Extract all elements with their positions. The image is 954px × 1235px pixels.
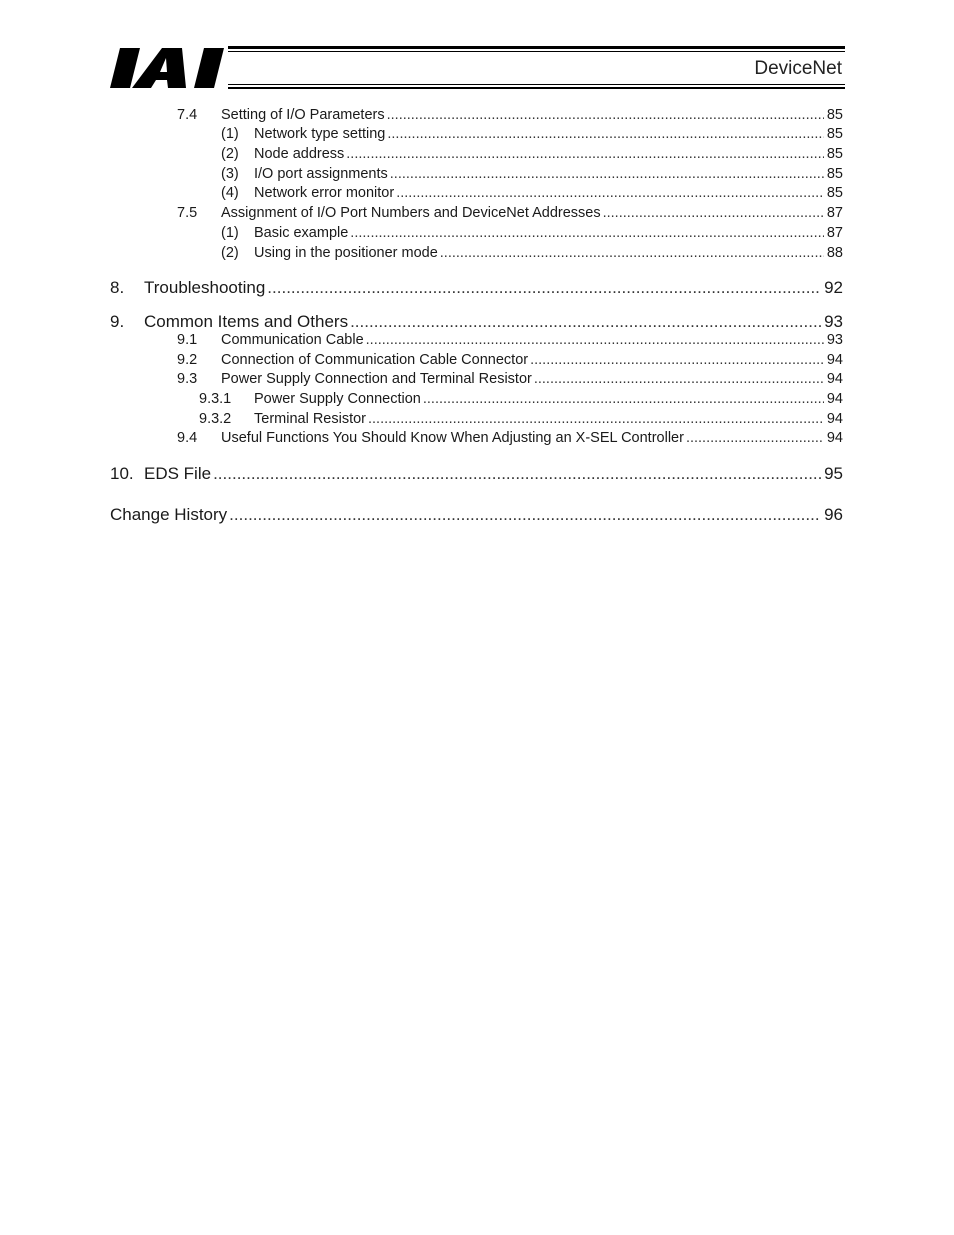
toc-entry-title: Connection of Communication Cable Connector (221, 352, 529, 368)
toc-entry-page: 93 (826, 332, 843, 348)
toc-entry-title: Network type setting (254, 126, 386, 142)
toc-entry-page: 94 (826, 411, 843, 427)
toc-entry-number: 9.4 (177, 430, 198, 446)
toc-entry[interactable] (177, 352, 843, 368)
toc-entry[interactable] (221, 166, 843, 182)
toc-leader-dots (350, 312, 821, 332)
header-rule-top (228, 46, 845, 49)
toc-entry-page: 93 (824, 312, 843, 331)
toc-entry-number: 9.1 (177, 332, 198, 348)
iai-logo (110, 44, 228, 92)
header-title: DeviceNet (754, 58, 842, 79)
toc-entry-page: 94 (826, 391, 843, 407)
toc-entry[interactable] (221, 146, 843, 162)
toc-entry-number: (1) (221, 126, 239, 142)
toc-entry-number: 10. (110, 464, 134, 483)
toc-leader-dots (267, 278, 821, 298)
toc-leader-dots (346, 146, 824, 162)
toc-entry-number: 8. (110, 278, 125, 297)
toc-entry-title: Useful Functions You Should Know When Adjusting an X-SEL Controller (221, 430, 684, 446)
toc-entry[interactable] (221, 126, 843, 142)
toc-entry-page: 94 (826, 352, 843, 368)
toc-leader-dots (350, 225, 824, 241)
toc-entry-number: (3) (221, 166, 239, 182)
toc-leader-dots (213, 464, 821, 484)
toc-entry-page: 94 (826, 430, 843, 446)
toc-entry-title: Change History (110, 505, 228, 524)
toc-entry[interactable] (177, 430, 843, 446)
toc-entry-title: Using in the positioner mode (254, 245, 438, 261)
toc-entry-number: 9. (110, 312, 125, 331)
toc-leader-dots (390, 166, 824, 182)
toc-entry-page: 88 (826, 245, 843, 261)
toc-entry-number: 9.3.1 (199, 391, 232, 407)
toc-entry-title: Network error monitor (254, 185, 395, 201)
toc-leader-dots (603, 205, 824, 221)
toc-entry-title: Power Supply Connection and Terminal Resistor (221, 371, 532, 387)
toc-entry-title: EDS File (144, 464, 212, 483)
toc-entry-title: Setting of I/O Parameters (221, 107, 385, 123)
toc-entry[interactable] (177, 371, 843, 387)
toc-entry[interactable] (177, 332, 843, 348)
toc-entry-number: 9.2 (177, 352, 198, 368)
toc-entry[interactable] (221, 245, 843, 261)
toc-entry-title: Terminal Resistor (254, 411, 366, 427)
toc-entry-number: 9.3 (177, 371, 198, 387)
toc-entry-page: 95 (824, 464, 843, 483)
toc-leader-dots (423, 391, 824, 407)
toc-entry[interactable] (110, 278, 843, 298)
toc-entry-title: Assignment of I/O Port Numbers and DeviceNet Addresses (221, 205, 601, 221)
toc-entry-number: (4) (221, 185, 239, 201)
toc-entry[interactable] (110, 505, 843, 525)
header-rule-top-thin (228, 51, 845, 52)
toc-entry-title: Node address (254, 146, 345, 162)
toc-leader-dots (368, 411, 824, 427)
toc-entry[interactable] (199, 411, 843, 427)
toc-entry-number: 7.5 (177, 205, 198, 221)
toc-entry[interactable] (221, 225, 843, 241)
toc-entry-number: (2) (221, 245, 239, 261)
toc-entry-number: (1) (221, 225, 239, 241)
toc-entry[interactable] (110, 464, 843, 484)
toc-entry-title: Basic example (254, 225, 349, 241)
header-rule-bottom (228, 87, 845, 89)
header-rule-bottom-thin (228, 84, 845, 85)
toc-entry[interactable] (177, 205, 843, 221)
toc-leader-dots (686, 430, 824, 446)
toc-leader-dots (530, 352, 824, 368)
toc-leader-dots (396, 185, 824, 201)
toc-leader-dots (440, 245, 824, 261)
toc-entry[interactable] (199, 391, 843, 407)
toc-entry-page: 87 (826, 205, 843, 221)
toc-entry[interactable] (221, 185, 843, 201)
toc-entry-page: 85 (826, 166, 843, 182)
toc-entry-title: Troubleshooting (144, 278, 266, 297)
toc-entry[interactable] (177, 107, 843, 123)
toc-leader-dots (229, 505, 821, 525)
toc-entry-page: 92 (824, 278, 843, 297)
toc-leader-dots (366, 332, 824, 348)
toc-entry-page: 85 (826, 146, 843, 162)
toc-entry-title: I/O port assignments (254, 166, 388, 182)
toc-entry-page: 96 (824, 505, 843, 524)
toc-leader-dots (387, 126, 823, 142)
toc-entry-title: Communication Cable (221, 332, 364, 348)
toc-entry-number: 7.4 (177, 107, 198, 123)
toc-entry-title: Power Supply Connection (254, 391, 421, 407)
toc-entry-page: 85 (826, 126, 843, 142)
toc-leader-dots (534, 371, 824, 387)
toc-entry[interactable] (110, 312, 843, 332)
toc-leader-dots (387, 107, 824, 123)
toc-entry-number: (2) (221, 146, 239, 162)
toc-entry-page: 94 (826, 371, 843, 387)
toc-entry-page: 85 (826, 185, 843, 201)
toc-entry-title: Common Items and Others (144, 312, 349, 331)
toc-entry-page: 85 (826, 107, 843, 123)
toc-entry-page: 87 (826, 225, 843, 241)
toc-entry-number: 9.3.2 (199, 411, 232, 427)
